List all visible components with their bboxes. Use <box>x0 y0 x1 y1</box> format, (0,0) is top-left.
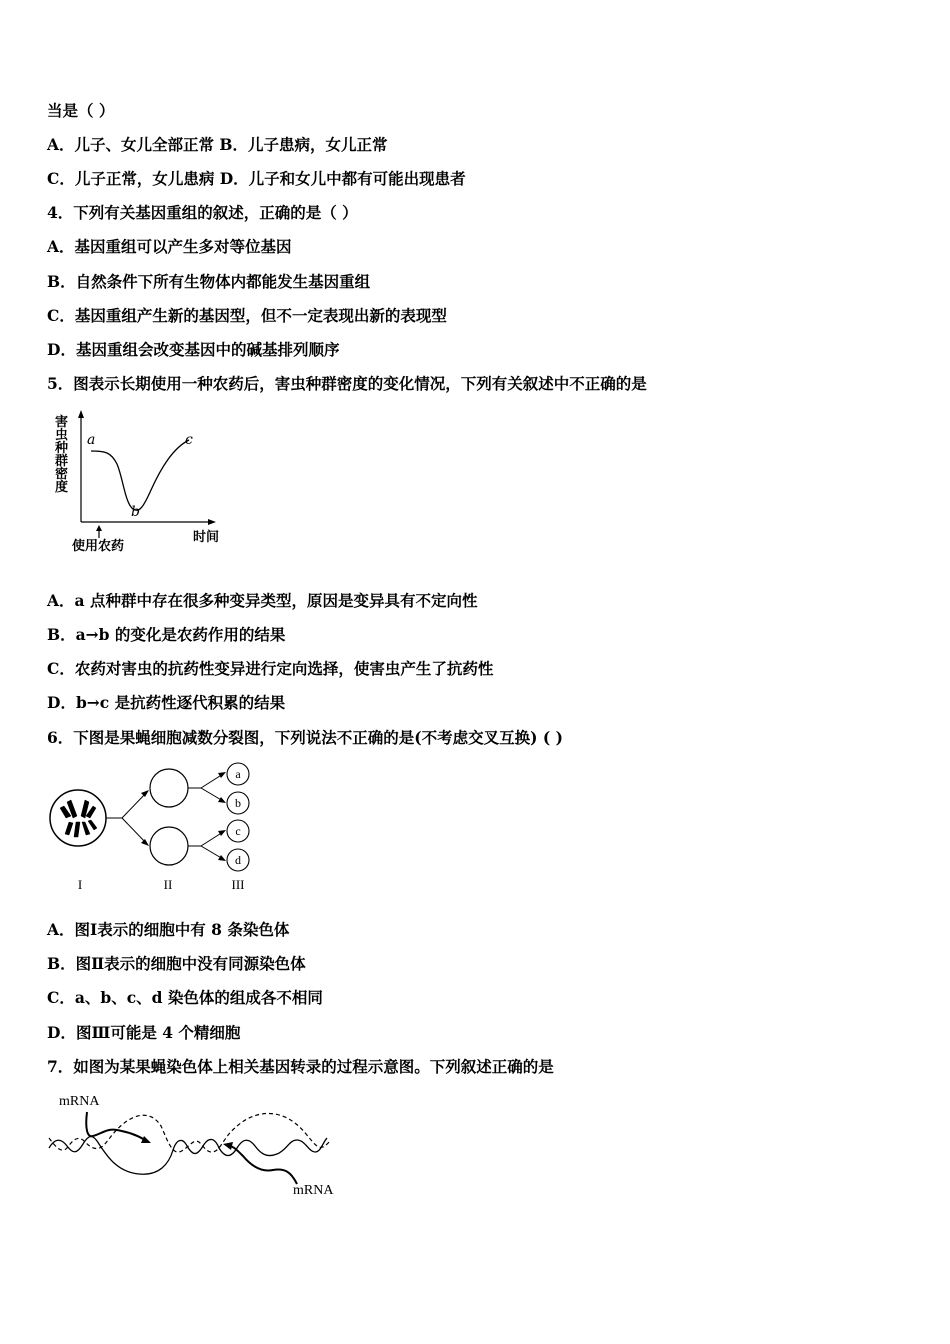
q6-chromosomes <box>60 800 97 837</box>
q6-label-b: b <box>235 796 241 810</box>
q6-option-a: A．图Ⅰ表示的细胞中有 8 条染色体 <box>47 920 290 939</box>
q5-stem: 5．图表示长期使用一种农药后，害虫种群密度的变化情况，下列有关叙述中不正确的是 <box>47 374 647 393</box>
q6-label-d: d <box>235 853 241 867</box>
q3-stem-tail: 当是（ ） <box>47 101 115 120</box>
q6-branch-line <box>201 832 223 846</box>
q6-option-d: D．图Ⅲ可能是 4 个精细胞 <box>47 1023 241 1042</box>
q6-stem: 6．下图是果蝇细胞减数分裂图，下列说法不正确的是(不考虑交叉互换) ( ) <box>47 728 563 747</box>
q6-arrowhead <box>218 797 226 803</box>
q5-density-curve <box>91 440 189 510</box>
q5-ylabel-char: 密 <box>55 467 69 482</box>
q4-option-a: A．基因重组可以产生多对等位基因 <box>47 237 292 256</box>
q7-dna-strand-dashed <box>49 1113 331 1152</box>
q5-ylabel-char: 群 <box>55 454 69 469</box>
q7-transcription-diagram <box>47 1088 352 1200</box>
q6-stage-i: I <box>77 877 83 892</box>
q7-dna-strand-solid <box>49 1137 327 1175</box>
q5-pesticide-label: 使用农药 <box>72 539 125 554</box>
q6-arrowhead <box>218 830 226 836</box>
q4-option-d: D．基因重组会改变基因中的碱基排列顺序 <box>47 340 340 359</box>
q6-cell-ii-top <box>150 769 188 807</box>
q6-branch-line <box>201 788 223 801</box>
q6-arrowhead <box>141 839 149 846</box>
q7-stem: 7．如图为某果蝇染色体上相关基因转录的过程示意图。下列叙述正确的是 <box>47 1057 554 1076</box>
q5-ylabel-char: 虫 <box>55 428 69 443</box>
q6-label-a: a <box>235 767 241 781</box>
q6-branch-line <box>122 792 147 818</box>
q5-density-graph <box>47 408 237 558</box>
q4-option-b: B．自然条件下所有生物体内都能发生基因重组 <box>47 272 371 291</box>
q5-point-a: a <box>87 432 96 448</box>
q6-branch-line <box>122 818 147 844</box>
q5-xlabel: 时间 <box>193 530 220 545</box>
q6-stage-iii: III <box>231 877 245 892</box>
q6-arrowhead <box>218 855 226 861</box>
q4-stem: 4．下列有关基因重组的叙述，正确的是（ ） <box>47 203 358 222</box>
q5-y-arrowhead <box>78 410 84 418</box>
q5-point-c: c <box>185 432 193 448</box>
q7-mrna-top-arrowhead <box>141 1136 151 1143</box>
q4-option-c: C．基因重组产生新的基因型，但不一定表现出新的表现型 <box>47 306 447 325</box>
q3-options-ab: A．儿子、女儿全部正常 B．儿子患病，女儿正常 <box>47 135 388 154</box>
q6-cell-ii-bottom <box>150 827 188 865</box>
q6-stage-ii: II <box>163 877 173 892</box>
q6-option-c: C．a、b、c、d 染色体的组成各不相同 <box>47 988 323 1007</box>
q7-mrna-label-top: mRNA <box>59 1094 100 1109</box>
q7-mrna-bottom <box>229 1146 297 1184</box>
q3-options-cd: C．儿子正常，女儿患病 D．儿子和女儿中都有可能出现患者 <box>47 169 466 188</box>
q6-arrowhead <box>141 790 149 797</box>
q5-option-c: C．农药对害虫的抗药性变异进行定向选择，使害虫产生了抗药性 <box>47 659 494 678</box>
q5-option-b: B．a→b 的变化是农药作用的结果 <box>47 625 286 644</box>
q6-meiosis-diagram <box>47 760 262 900</box>
q7-mrna-bottom-arrowhead <box>223 1142 233 1150</box>
q5-ylabel-char: 度 <box>55 480 69 495</box>
q6-option-b: B．图Ⅱ表示的细胞中没有同源染色体 <box>47 954 306 973</box>
q5-ylabel-char: 种 <box>55 441 69 456</box>
q6-cell-i <box>50 790 106 846</box>
q6-branch-line <box>201 846 223 859</box>
q5-point-b: b <box>131 504 140 520</box>
q5-pesticide-arrowhead <box>96 525 102 531</box>
q5-x-arrowhead <box>208 519 216 525</box>
q5-option-a: A．a 点种群中存在很多种变异类型，原因是变异具有不定向性 <box>47 591 478 610</box>
q7-mrna-label-bottom: mRNA <box>293 1183 334 1198</box>
q6-branch-line <box>201 774 223 788</box>
q5-ylabel-char: 害 <box>55 415 69 430</box>
q6-label-c: c <box>235 824 241 838</box>
q6-arrowhead <box>218 772 226 778</box>
q5-option-d: D．b→c 是抗药性逐代积累的结果 <box>47 693 286 712</box>
